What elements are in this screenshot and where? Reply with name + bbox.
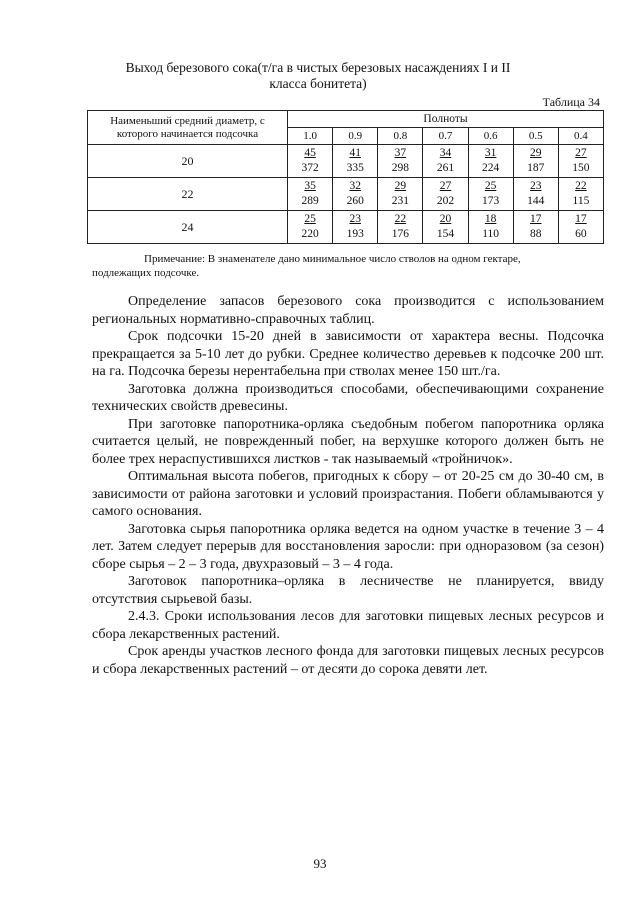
yield-cell (468, 211, 513, 244)
paragraph: Заготовок папоротника–орляка в лесничестве не планируется, ввиду отсутствия сырьевой базы. (92, 574, 604, 607)
row-diameter-cell: 24 (88, 211, 288, 244)
diameter-column-header: Наименьший средний диаметр, с которого начинается подсочка (88, 111, 288, 145)
paragraph: Заготовка должна производиться способами, обеспечивающими сохранение технических свойств древесины. (92, 381, 604, 414)
sap-yield-value: 29 (394, 180, 407, 192)
table-title-line2: класса бонитета) (269, 76, 367, 91)
stem-count-value: 115 (572, 195, 590, 207)
stem-count-value: 202 (436, 195, 455, 207)
table-row (88, 145, 604, 178)
sap-yield-value: 32 (349, 180, 361, 192)
paragraph: Определение запасов березового сока производится с использованием региональных нормативно-справочных таблиц. (92, 294, 604, 327)
stem-count-value: 154 (436, 228, 455, 240)
sap-yield-value: 37 (394, 147, 407, 159)
sap-yield-value: 23 (349, 213, 361, 225)
density-column-5: 0.5 (513, 128, 558, 145)
stem-count-value: 261 (436, 162, 455, 174)
sap-yield-value: 25 (304, 213, 316, 225)
yield-cell (288, 145, 333, 178)
stem-count-value: 193 (346, 228, 364, 240)
sap-yield-value: 20 (439, 213, 452, 225)
birch-sap-yield-table (87, 110, 604, 244)
sap-yield-value: 18 (484, 213, 497, 225)
stem-count-value: 144 (527, 195, 545, 207)
stem-count-value: 260 (346, 195, 364, 207)
paragraph: Заготовка сырья папоротника орляка ведется на одном участке в течение 3 – 4 лет. Затем следует перерыв для восстановления заросли: при одноразовом (за сезон) сборе сырья – 2 – 3 года, двухразовый – 3 – 4 года. (92, 521, 604, 572)
sap-yield-value: 23 (530, 180, 542, 192)
yield-cell (378, 178, 423, 211)
sap-yield-value: 17 (575, 213, 587, 225)
stem-count-value: 150 (572, 162, 590, 174)
row-diameter-cell: 20 (88, 145, 288, 178)
paragraph: Срок аренды участков лесного фонда для заготовки пищевых лесных ресурсов и сбора лекарственных растений – от десяти до сорока девяти лет. (92, 644, 604, 677)
sap-yield-value: 27 (575, 147, 587, 159)
stem-count-value: 110 (482, 228, 500, 240)
sap-yield-value: 27 (439, 180, 452, 192)
row-diameter-cell: 22 (88, 178, 288, 211)
yield-cell (333, 145, 378, 178)
density-column-4: 0.6 (468, 128, 513, 145)
body-text (92, 293, 604, 678)
stem-count-value: 220 (301, 228, 319, 240)
yield-cell (513, 145, 558, 178)
yield-cell (558, 178, 603, 211)
table-body (88, 145, 604, 244)
yield-cell (423, 145, 468, 178)
stem-count-value: 298 (391, 162, 409, 174)
sap-yield-value: 25 (484, 180, 497, 192)
yield-cell (378, 211, 423, 244)
stem-count-value: 335 (346, 162, 364, 174)
note-line2: подлежащих подсочке. (92, 267, 200, 279)
yield-cell (558, 145, 603, 178)
sap-yield-value: 22 (575, 180, 587, 192)
table-row (88, 178, 604, 211)
page-number: 93 (313, 856, 327, 871)
yield-cell (423, 178, 468, 211)
sap-yield-value: 34 (439, 147, 452, 159)
density-column-3: 0.7 (423, 128, 468, 145)
yield-cell (513, 211, 558, 244)
yield-cell (333, 178, 378, 211)
yield-cell (288, 178, 333, 211)
stem-count-value: 289 (301, 195, 319, 207)
density-column-0: 1.0 (288, 128, 333, 145)
yield-cell (558, 211, 603, 244)
sap-yield-value: 22 (394, 213, 407, 225)
paragraph: При заготовке папоротника-орляка съедобным побегом папоротника орляка считается целый, не поврежденный побег, на верхушке которого должен быть не более трех нераспустившихся листков - так называемый «тройничок». (92, 416, 604, 467)
yield-cell (378, 145, 423, 178)
sap-yield-value: 17 (530, 213, 542, 225)
sap-yield-value: 35 (304, 180, 316, 192)
table-title-line1: Выход березового сока(т/га в чистых березовых насаждениях I и II (125, 60, 511, 75)
yield-cell (513, 178, 558, 211)
yield-cell (423, 211, 468, 244)
note-line1: Примечание: В знаменателе дано минимальное число стволов на одном гектаре, (144, 253, 521, 265)
stem-count-value: 176 (391, 228, 409, 240)
density-column-header: Полноты (288, 111, 604, 128)
yield-cell (333, 211, 378, 244)
density-column-2: 0.8 (378, 128, 423, 145)
stem-count-value: 187 (527, 162, 545, 174)
density-column-1: 0.9 (333, 128, 378, 145)
sap-yield-value: 45 (304, 147, 316, 159)
table-row (88, 211, 604, 244)
paragraph: Оптимальная высота побегов, пригодных к сбору – от 20-25 см до 30-40 см, в зависимости от района заготовки и условий произрастания. Побеги обламываются у самого основания. (92, 469, 604, 519)
sap-yield-value: 31 (484, 147, 497, 159)
stem-count-value: 372 (301, 162, 319, 174)
yield-cell (468, 145, 513, 178)
stem-count-value: 60 (575, 228, 587, 240)
table-note (92, 252, 604, 280)
paragraph: 2.4.3. Сроки использования лесов для заготовки пищевых лесных ресурсов и сбора лекарственных растений. (92, 609, 604, 642)
stem-count-value: 88 (530, 228, 542, 240)
sap-yield-value: 41 (349, 147, 361, 159)
sap-yield-value: 29 (530, 147, 542, 159)
table-number-label: Таблица 34 (542, 95, 600, 109)
stem-count-value: 173 (482, 195, 500, 207)
stem-count-value: 224 (482, 162, 500, 174)
yield-cell (288, 211, 333, 244)
stem-count-value: 231 (391, 195, 409, 207)
density-column-6: 0.4 (558, 128, 603, 145)
table-title (88, 60, 548, 92)
paragraph: Срок подсочки 15-20 дней в зависимости от характера весны. Подсочка прекращается за 5-10 лет до рубки. Среднее количество деревьев к подсочке 200 шт. на га. Подсочка березы нерентабельна при стволах менее 150 шт./га. (92, 329, 604, 379)
yield-cell (468, 178, 513, 211)
